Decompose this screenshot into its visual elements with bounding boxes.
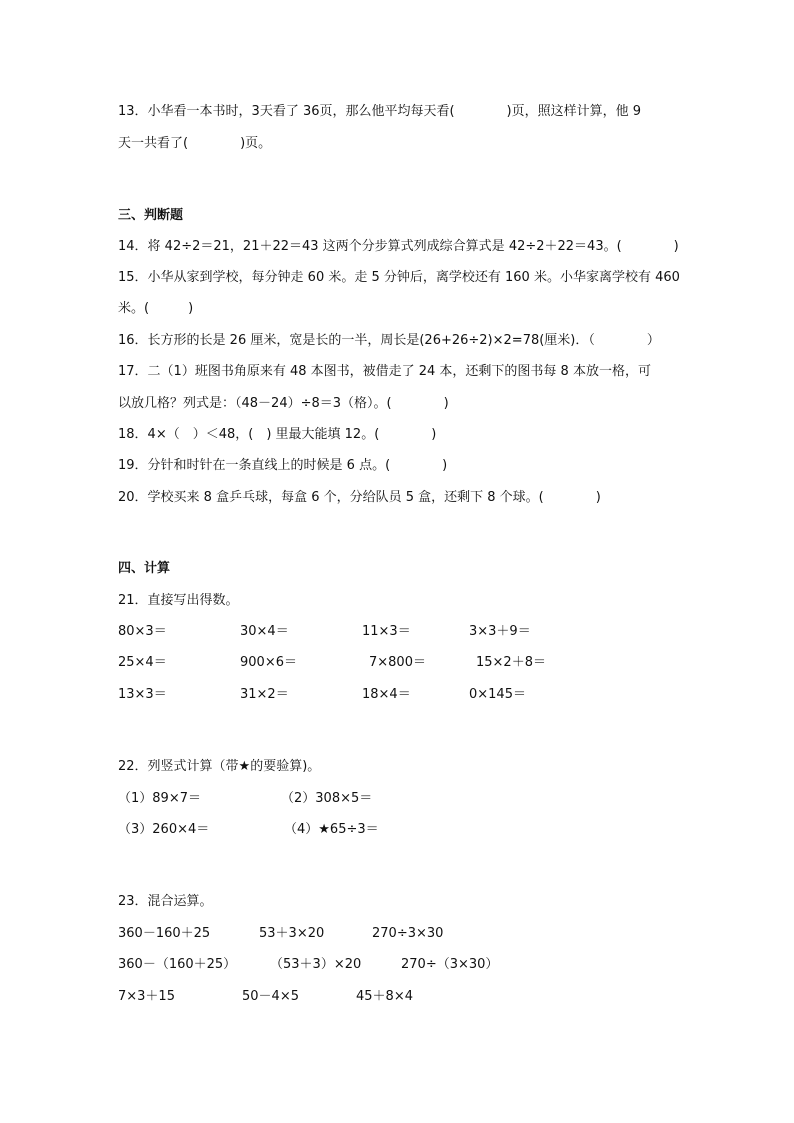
q21-cell: 11×3＝ <box>362 624 411 639</box>
q23-cell: 7×3＋15 <box>118 989 175 1004</box>
q21-cell: 13×3＝ <box>118 687 167 702</box>
q21-cell: 900×6＝ <box>240 655 297 670</box>
q22-cell: （2）308×5＝ <box>281 791 373 806</box>
q22-cell: （1）89×7＝ <box>118 791 201 806</box>
q21-cell: 80×3＝ <box>118 624 167 639</box>
question-18: 18．4×（ ）＜48，( ) 里最大能填 12。( ) <box>118 427 437 442</box>
q23-cell: 360－（160＋25） <box>118 957 237 972</box>
question-23-prompt: 23．混合运算。 <box>118 894 213 909</box>
q23-cell: （53＋3）×20 <box>270 957 362 972</box>
q22-cell: （3）260×4＝ <box>118 822 210 837</box>
q22-cell: （4）★65÷3＝ <box>284 822 379 837</box>
q23-cell: 360－160＋25 <box>118 926 211 941</box>
question-17-line-2: 以放几格？列式是：（48－24）÷8＝3（格）。( ) <box>118 396 449 411</box>
question-19: 19．分针和时针在一条直线上的时候是 6 点。( ) <box>118 458 448 473</box>
q23-cell: 45＋8×4 <box>356 989 413 1004</box>
question-22-prompt: 22．列竖式计算（带★的要验算)。 <box>118 759 321 774</box>
q21-cell: 18×4＝ <box>362 687 411 702</box>
question-20: 20．学校买来 8 盒乒乓球，每盒 6 个，分给队员 5 盒，还剩下 8 个球。( ) <box>118 490 601 505</box>
question-21-prompt: 21．直接写出得数。 <box>118 593 239 608</box>
q23-cell: 53＋3×20 <box>259 926 325 941</box>
question-15-line-2: 米。( ) <box>118 301 194 316</box>
q21-cell: 25×4＝ <box>118 655 167 670</box>
question-15-line-1: 15．小华从家到学校，每分钟走 60 米。走 5 分钟后，离学校还有 160 米。小华家离学校有 460 <box>118 270 680 285</box>
q21-cell: 15×2＋8＝ <box>476 655 546 670</box>
section-3-heading: 三、判断题 <box>118 208 184 223</box>
q21-cell: 31×2＝ <box>240 687 289 702</box>
question-13-line-1: 13．小华看一本书时，3天看了 36页，那么他平均每天看( )页，照这样计算，他 9 <box>118 104 642 119</box>
q21-cell: 3×3＋9＝ <box>469 624 531 639</box>
question-16: 16．长方形的长是 26 厘米，宽是长的一半，周长是(26+26÷2)×2=78(厘米)．（ ） <box>118 333 660 348</box>
q23-cell: 270÷（3×30） <box>401 957 499 972</box>
section-4-heading: 四、计算 <box>118 561 171 576</box>
question-13-line-2: 天一共看了( )页。 <box>118 136 272 151</box>
q21-cell: 30×4＝ <box>240 624 289 639</box>
q23-cell: 50－4×5 <box>242 989 299 1004</box>
question-17-line-1: 17．二（1）班图书角原来有 48 本图书，被借走了 24 本，还剩下的图书每 8 本放一格，可 <box>118 364 651 379</box>
q23-cell: 270÷3×30 <box>372 926 444 941</box>
q21-cell: 7×800＝ <box>369 655 426 670</box>
question-14: 14．将 42÷2＝21，21＋22＝43 这两个分步算式列成综合算式是 42÷2＋22＝43。( ) <box>118 239 679 254</box>
q21-cell: 0×145＝ <box>469 687 526 702</box>
